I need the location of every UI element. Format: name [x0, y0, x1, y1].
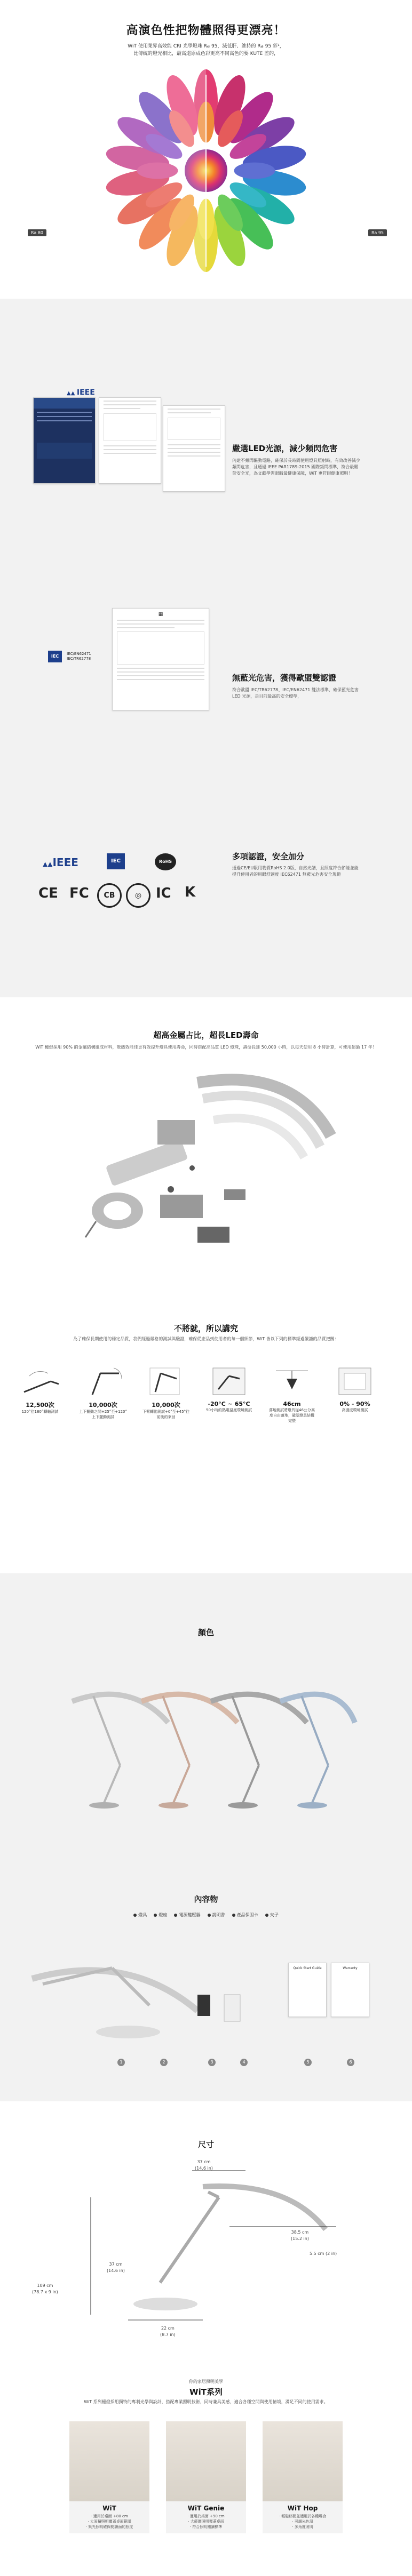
blue-desc: 符合歐盟 IEC/TR62778、IEC/EN62471 雙法標準，確保藍光危害 LED 光源，是目前最高的安全標準，: [232, 687, 359, 699]
cert-logo-ce: CE: [38, 885, 58, 901]
box-title: 內容物: [194, 1894, 218, 1904]
size-section: [0, 2101, 412, 2379]
blue-title: 無藍光危害，獲得歐盟雙認證: [232, 673, 337, 683]
feature-rotate-desc: 120°往180°轉軸測試: [21, 1410, 59, 1414]
box-item-4: 說明書: [208, 1912, 225, 1918]
feature-temp: [205, 1365, 253, 1413]
series-section: [0, 2379, 412, 2576]
iec-label-1: IEC/EN62471: [67, 652, 91, 656]
durable-title: 不將就，所以講究: [173, 1324, 238, 1333]
dim-base: 22 cm (8.7 in): [160, 2326, 176, 2337]
iec-report: ▦: [112, 608, 209, 710]
feature-swing: [79, 1365, 127, 1420]
num-2: 2: [160, 2059, 168, 2066]
series-card-genie-desc: · 適用於桌面 +90 cm · 大範圍照明覆蓋桌面 · 符合照明閱讀標準: [187, 2514, 225, 2529]
feature-rotate-value: 12,500次: [26, 1402, 54, 1409]
series-card-hop[interactable]: [263, 2421, 343, 2533]
cert-logo-ieee: ▲▲IEEE: [43, 856, 78, 869]
box-item-2: 燈座: [154, 1912, 167, 1918]
ieee-report-1: [33, 397, 96, 484]
cert-logo-fc: FC: [69, 885, 89, 901]
hero-title: 高演色性把物體照得更漂亮！: [126, 24, 286, 37]
color-variants-image: [40, 1659, 371, 1819]
ieee-report-3: [163, 405, 225, 492]
certification-section: [0, 299, 412, 997]
ra80-badge: Ra 80: [28, 229, 46, 236]
dim-height: 109 cm (78.7 x 9 in): [32, 2283, 58, 2294]
series-card-wit[interactable]: [69, 2421, 149, 2533]
box-item-1: 燈具: [133, 1912, 147, 1918]
dim-right: 38.5 cm (15.2 in): [291, 2230, 309, 2241]
box-item-6: 夾子: [265, 1912, 279, 1918]
series-card-hop-desc: · 輕鬆移動並適用於各種場合 · 可調光色溫 · 多角度照明: [279, 2514, 327, 2529]
cert-logo-rohs: RoHS: [155, 853, 176, 870]
num-4: 4: [240, 2059, 248, 2066]
feature-temp-desc: 50小時的熱電溫度環境測試: [206, 1408, 252, 1412]
cert-title: 多項認證，安全加分: [232, 852, 305, 861]
series-title: WiT系列: [189, 2387, 223, 2397]
ra95-badge: Ra 95: [368, 229, 387, 236]
hero-section: [0, 0, 412, 299]
hero-desc-2: 比傳統的燈光相比，最高還原成色彩更高不同高色的要 KUTE 差的，: [133, 51, 279, 57]
feature-swing-value: 10,000次: [89, 1402, 117, 1409]
feature-arm-value: 10,000次: [152, 1402, 180, 1409]
hero-desc-1: WiT 使用業界高效能 CRI 光學燈珠 Ra 95，減低肝、維持的 Ra 95 彩¹，: [128, 44, 284, 49]
feature-humidity-desc: 高濕度環境測試: [342, 1408, 368, 1412]
feature-swing-desc: 上下擺動之間+25°至+120°上下擺動測試: [79, 1410, 127, 1419]
num-3: 3: [208, 2059, 216, 2066]
feature-temp-value: -20°C ~ 65°C: [208, 1401, 250, 1407]
color-title: 顏色: [197, 1628, 214, 1637]
ieee-logo: ▲▲ IEEE: [67, 388, 95, 397]
series-card-genie[interactable]: [166, 2421, 246, 2533]
cert-logo-iec: IEC: [107, 853, 125, 869]
led-desc: 內建不頻閃驅動電路，確保於長時間使用燈具照射時，有效改善減少頻閃危害，且通過 IEEE PAR1789-2015 國際頻閃標準，符合最嚴苛安全光，為文獻學習眼睛最健康保障，WiT 更符眼健康照明！: [232, 458, 360, 476]
quick-start-guide-card: Quick Start Guide: [288, 1963, 327, 2017]
warranty-card: Warranty: [331, 1963, 369, 2017]
color-section: [0, 1573, 412, 1883]
dim-side: 5.5 cm (2 in): [310, 2251, 337, 2256]
cert-logo-ul: ◎: [126, 883, 150, 908]
series-desc: WiT 系列檯燈採用獨特的專利光學與設計，搭配專業照明技術，同時兼具美感，適合各種空間與使用情境，滿足不同的使用需求。: [84, 2399, 328, 2404]
series-card-hop-image: [263, 2421, 343, 2501]
dim-left: 37 cm (14.6 in): [107, 2262, 125, 2273]
feature-humidity-value: 0% - 90%: [339, 1401, 370, 1407]
metal-title: 超高金屬占比，超長LED壽命: [153, 1030, 259, 1040]
feature-humidity: [331, 1365, 379, 1413]
durability-section: [0, 1307, 412, 1573]
num-1: 1: [117, 2059, 125, 2066]
feature-drop-value: 46cm: [283, 1401, 301, 1407]
series-card-wit-name: WiT: [102, 2505, 116, 2512]
box-contents-image: [21, 1931, 267, 2053]
in-box-section: [0, 1883, 412, 2101]
metal-desc: WiT 檯燈採用 90% 的金屬結構組成材料，散熱效能佳更有效提升燈具使用壽命，同時搭配高品質 LED 燈珠，壽命長達 50,000 小時，以每天使用 8 小時計算，可使用超過 17 年！: [35, 1045, 377, 1050]
series-card-wit-image: [69, 2421, 149, 2501]
box-item-3: 電源變壓器: [174, 1912, 200, 1918]
box-items-list: [0, 1908, 412, 1918]
series-card-genie-image: [166, 2421, 246, 2501]
feature-drop: [268, 1365, 316, 1423]
metal-section: [0, 997, 412, 1307]
cert-desc: 通過CE/EU限用物質RoHS 2.0版，自然光譜，且照度符合節能並能提升使用者的用眼舒適度 IEC62471 無藍光危害安全規範: [232, 866, 359, 877]
ieee-report-2: [99, 397, 161, 484]
iec-logo: IEC IEC/EN62471 IEC/TR62778: [48, 651, 91, 662]
durable-desc: 為了確保長期使用的穩定品質，我們經過嚴格的測試與驗證，確保從產品到使用者的每一個細節，WiT 皆以下列的標準經過嚴謹的品質把關：: [73, 1337, 339, 1341]
dim-top: 37 cm (14.6 in): [195, 2159, 213, 2171]
series-kicker: 你的家居照明美學: [189, 2379, 223, 2384]
flower-image: [105, 69, 307, 272]
series-card-hop-name: WiT Hop: [287, 2505, 318, 2512]
feature-rotate: [16, 1365, 64, 1414]
cert-logo-k: K: [185, 884, 196, 900]
size-title: 尺寸: [197, 2140, 214, 2149]
num-6: 6: [347, 2059, 354, 2066]
exploded-lamp-diagram: [64, 1061, 342, 1264]
cert-logo-ic: IC: [156, 885, 171, 901]
iec-label-2: IEC/TR62778: [67, 657, 91, 661]
num-5: 5: [304, 2059, 312, 2066]
feature-arm: [142, 1365, 190, 1420]
series-card-genie-name: WiT Genie: [187, 2505, 225, 2512]
series-card-wit-desc: · 適用於桌面 +80 cm · 大面積照明覆蓋桌面範圍 · 集光照明確保閱讀面的照度: [85, 2514, 133, 2529]
cert-logo-cb: CB: [97, 883, 122, 908]
feature-arm-desc: 下臂轉動測試+0°至+45°往前後的來回: [142, 1410, 190, 1419]
feature-drop-desc: 落地測試將燈具從46公分高度自由落地，確認燈具結構完整: [269, 1408, 315, 1423]
led-title: 嚴選LED光源，減少頻閃危害: [232, 444, 338, 453]
box-item-5: 產品保固卡: [232, 1912, 258, 1918]
